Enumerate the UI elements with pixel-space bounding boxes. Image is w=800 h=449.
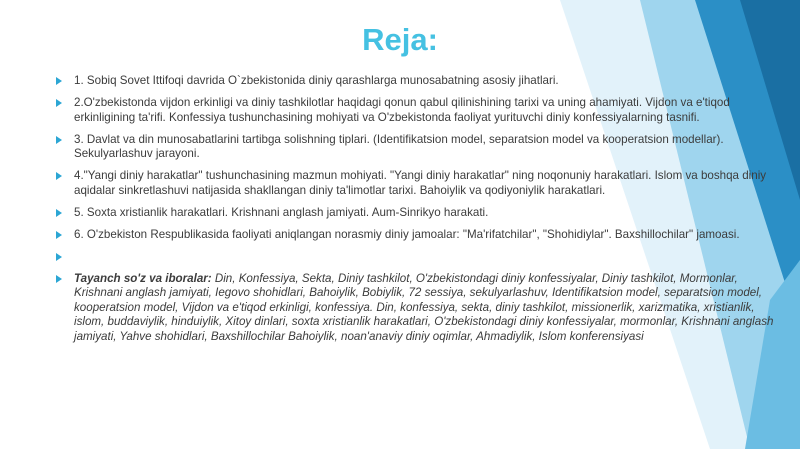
list-item-empty — [58, 250, 778, 265]
bullet-list — [58, 74, 778, 352]
list-item-text: 5. Soxta xristianlik harakatlari. Krishnani anglash jamiyati. Aum-Sinrikyo harakati. — [74, 205, 489, 219]
bullet-arrow-icon — [56, 136, 62, 144]
bullet-arrow-icon — [56, 77, 62, 85]
list-item-text: 1. Sobiq Sovet Ittifoqi davrida O`zbekistonida diniy qarashlarga munosabatning asosiy jihatlari. — [74, 74, 559, 87]
bullet-arrow-icon — [56, 172, 62, 180]
keywords-item — [58, 272, 778, 345]
list-item-text: 3. Davlat va din munosabatlarini tartibga solishning tiplari. (Identifikatsion model, separatsion model va kooperatsion modellar). Sekulyarlashuv jarayoni. — [74, 132, 724, 160]
slide-title: Reja: — [362, 22, 438, 57]
list-item-text: 2.O'zbekistonda vijdon erkinligi va diniy tashkilotlar haqidagi qonun qabul qilinishining tarixi va uning ahamiyati. Vijdon va e'tiqod erkinligining ta'rifi. Konfessiya tushunchasining mohiyati va O'zbekistonda faoliyat yurituvchi diniy konfessiyalarning tasnifi. — [74, 96, 730, 124]
list-item — [58, 74, 778, 89]
list-item — [58, 133, 778, 162]
bullet-arrow-icon — [56, 253, 62, 261]
list-item-text: 4."Yangi diniy harakatlar" tushunchasining mazmun mohiyati. "Yangi diniy harakatlar" ning noqonuniy harakatlari. Islom va boshqa diniy aqidalar sinkretlashuvi natijasida shakllangan diniy ta'limotlar tarixi. Bahoiylik va qodiyoniylik harakatlari. — [74, 169, 767, 197]
list-item — [58, 96, 778, 125]
bullet-arrow-icon — [56, 275, 62, 283]
keywords-text: Din, Konfessiya, Sekta, Diniy tashkilot, O'zbekistondagi diniy konfessiyalar, Diniy tashkilot, Mormonlar, Krishnani anglash jamiyati, Iegovo shohidlari, Bahoiylik, Bobiylik, 72 sessiya, sekulyarlashuv, Identifikatsion model, separatsion model, kooperatsion model, Vijdon va e'tiqod erkinligi, konfessiya. Din, konfessiya, sekta, diniy tashkilot, missionerlik, xarizmatika, xristianlik, islom, buddaviylik, hinduiylik, Xitoy dinlari, soxta xristianlik harakatlari, O'zbekistondagi diniy konfessiyalar, mormonlar, Krishnani anglash jamiyati, Yahve shohidlari, Baxshillochilar Bahoiylik, noan'anaviy diniy oqimlar, Ahmadiylik, Islom konferensiyasi — [74, 271, 774, 343]
list-item — [58, 228, 778, 243]
bullet-arrow-icon — [56, 231, 62, 239]
list-item — [58, 206, 778, 221]
bullet-arrow-icon — [56, 209, 62, 217]
bullet-arrow-icon — [56, 99, 62, 107]
keywords-label: Tayanch so'z va iboralar: — [74, 271, 212, 285]
list-item-text: 6. O'zbekiston Respublikasida faoliyati aniqlangan norasmiy diniy jamoalar: "Ma'rifatchilar", "Shohidiylar". Baxshillochilar" jamoasi. — [74, 227, 740, 241]
list-item — [58, 169, 778, 198]
